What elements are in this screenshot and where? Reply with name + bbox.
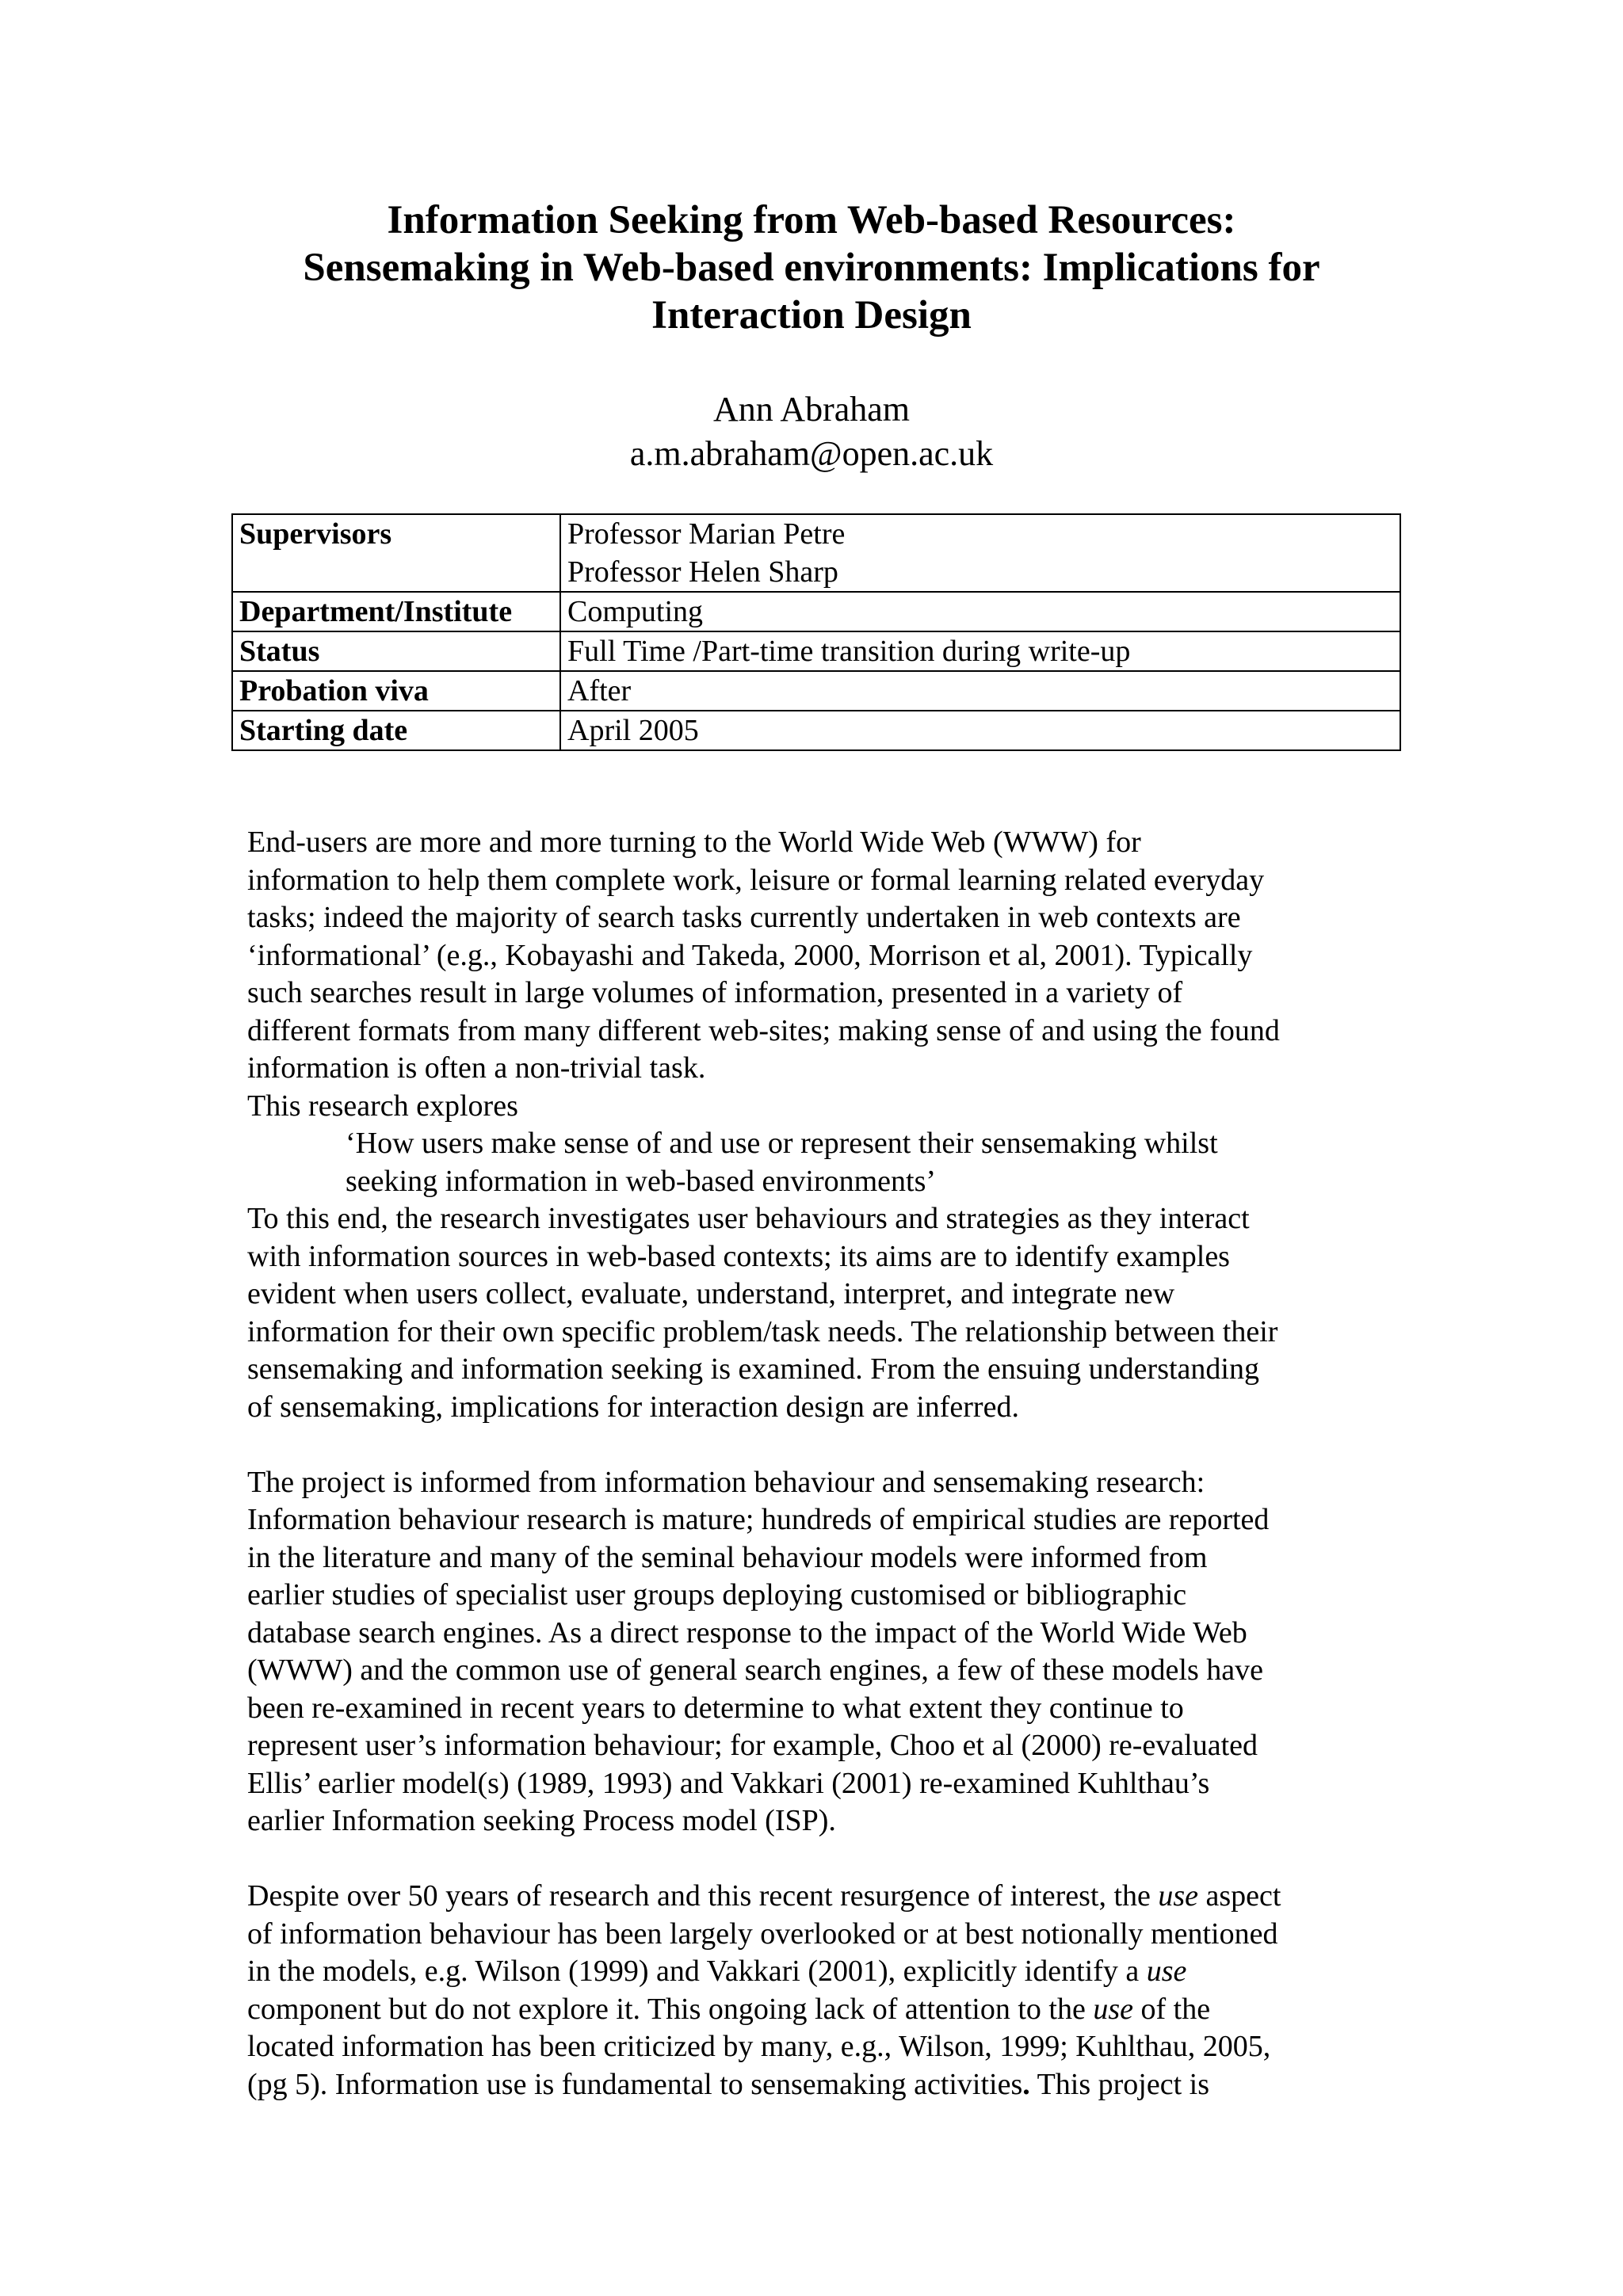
text-line: (pg 5). Information use is fundamental to sensemaking activities. This project is [247, 2067, 1209, 2101]
row-value: After [560, 671, 1400, 711]
table-row [232, 514, 1400, 592]
title-line: Sensemaking in Web-based environments: Implications for [303, 246, 1320, 290]
table-row [232, 711, 1400, 750]
row-value: April 2005 [560, 711, 1400, 750]
paragraph-gap [247, 1840, 1388, 1878]
paper-title [158, 196, 1465, 339]
body-text [247, 824, 1388, 2103]
table-row [232, 592, 1400, 631]
paragraph-use [247, 1878, 1388, 2103]
text-line: (WWW) and the common use of general search engines, a few of these models have [247, 1653, 1263, 1687]
text-line: information for their own specific problem/task needs. The relationship between their [247, 1314, 1278, 1348]
text-line: of information behaviour has been largely overlooked or at best notionally mentioned [247, 1917, 1278, 1951]
text-line: database search engines. As a direct response to the impact of the World Wide Web [247, 1615, 1247, 1650]
info-table [231, 513, 1401, 751]
text-line: Information behaviour research is mature; hundreds of empirical studies are reported [247, 1503, 1270, 1536]
row-label: Department/Institute [232, 592, 560, 631]
row-label: Status [232, 631, 560, 671]
text-line: This research explores [247, 1089, 518, 1123]
row-label: Probation viva [232, 671, 560, 711]
text-line: The project is informed from information behaviour and sensemaking research: [247, 1465, 1205, 1499]
text-line: tasks; indeed the majority of search tasks currently undertaken in web contexts are [247, 901, 1241, 934]
text-line: To this end, the research investigates user behaviours and strategies as they interact [247, 1202, 1250, 1235]
paragraph-background [247, 1464, 1388, 1840]
text-line: been re-examined in recent years to determine to what extent they continue to [247, 1691, 1184, 1725]
title-line: Interaction Design [651, 293, 972, 338]
text-line: Ellis’ earlier model(s) (1989, 1993) and Vakkari (2001) re-examined Kuhlthau’s [247, 1766, 1210, 1800]
row-label: Supervisors [232, 514, 560, 592]
text-line: earlier Information seeking Process model (ISP). [247, 1804, 836, 1837]
text-line: located information has been criticized by many, e.g., Wilson, 1999; Kuhlthau, 2005, [247, 2030, 1271, 2063]
text-line: information is often a non-trivial task. [247, 1051, 706, 1085]
text-line: different formats from many different web-sites; making sense of and using the found [247, 1013, 1280, 1047]
author-email: a.m.abraham@open.ac.uk [629, 434, 994, 473]
text-line: Despite over 50 years of research and this recent resurgence of interest, the use aspect [247, 1879, 1281, 1913]
text-line: evident when users collect, evaluate, understand, interpret, and integrate new [247, 1277, 1175, 1310]
author-block [158, 387, 1465, 476]
text-line: End-users are more and more turning to the World Wide Web (WWW) for [247, 826, 1141, 859]
text-line: sensemaking and information seeking is examined. From the ensuing understanding [247, 1352, 1259, 1386]
supervisor-name: Professor Marian Petre [567, 517, 846, 551]
text-line: represent user’s information behaviour; for example, Choo et al (2000) re-evaluated [247, 1729, 1258, 1762]
text-line: in the models, e.g. Wilson (1999) and Vakkari (2001), explicitly identify a use [247, 1955, 1187, 1988]
title-line: Information Seeking from Web-based Resources: [387, 198, 1236, 242]
quote-line: seeking information in web-based environments’ [346, 1164, 937, 1198]
text-line: such searches result in large volumes of information, presented in a variety of [247, 976, 1183, 1009]
supervisor-name: Professor Helen Sharp [567, 555, 838, 589]
paragraph-intro [247, 824, 1388, 1125]
text-line: information to help them complete work, leisure or formal learning related everyday [247, 863, 1265, 897]
text-line: earlier studies of specialist user groups deploying customised or bibliographic [247, 1578, 1187, 1611]
row-value [560, 514, 1400, 592]
row-value: Computing [560, 592, 1400, 631]
paragraph-aims [247, 1200, 1388, 1426]
table-row [232, 671, 1400, 711]
text-line: in the literature and many of the seminal behaviour models were informed from [247, 1540, 1208, 1574]
text-line: ‘informational’ (e.g., Kobayashi and Takeda, 2000, Morrison et al, 2001). Typically [247, 938, 1253, 972]
row-value: Full Time /Part-time transition during write-up [560, 631, 1400, 671]
paragraph-gap [247, 1426, 1388, 1464]
author-name: Ann Abraham [712, 390, 911, 429]
row-label: Starting date [232, 711, 560, 750]
table-row [232, 631, 1400, 671]
research-question-quote [247, 1125, 1388, 1200]
text-line: of sensemaking, implications for interaction design are inferred. [247, 1390, 1019, 1424]
text-line: component but do not explore it. This ongoing lack of attention to the use of the [247, 1992, 1211, 2026]
text-line: with information sources in web-based contexts; its aims are to identify examples [247, 1239, 1230, 1273]
quote-line: ‘How users make sense of and use or represent their sensemaking whilst [346, 1127, 1218, 1160]
